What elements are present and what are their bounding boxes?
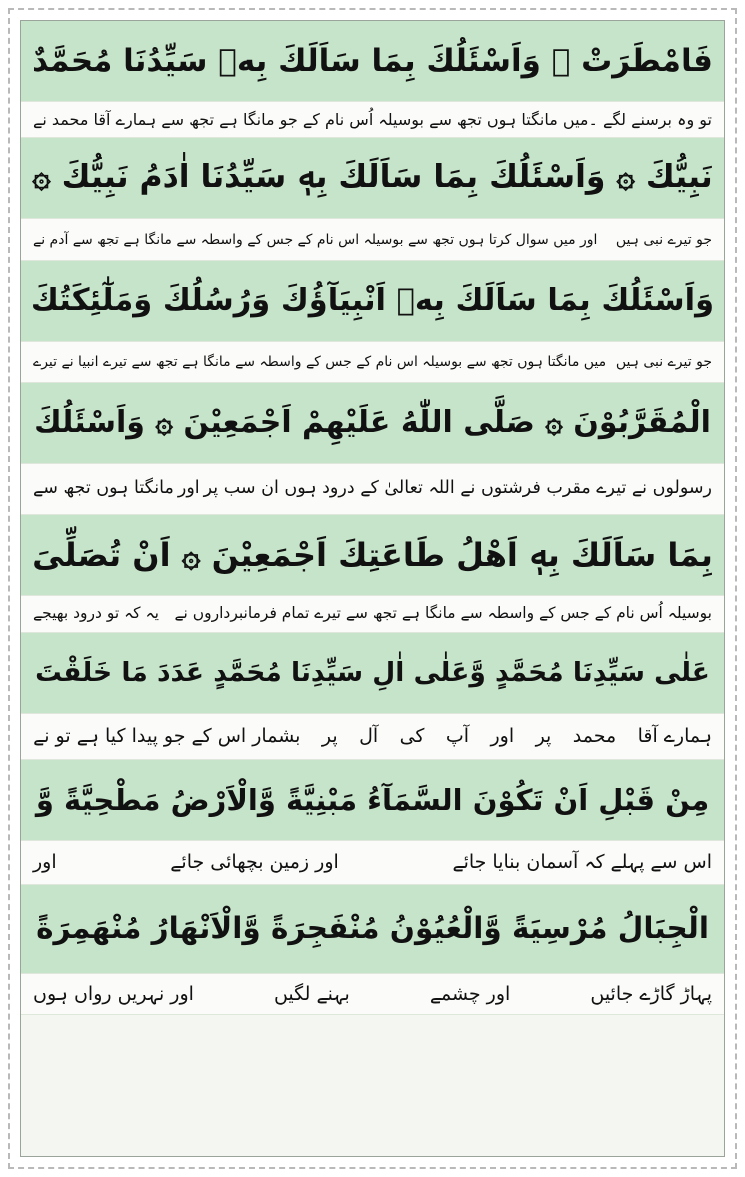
- urdu-translation-line: [21, 101, 724, 138]
- urdu-translation-line: [21, 973, 724, 1015]
- arabic-verse-line: فَامْطَرَتْ ۞ وَاَسْئَلُكَ بِمَا سَاَلَكَ بِهٖ سَيِّدُنَا مُحَمَّدٌ: [21, 21, 724, 101]
- arabic-verse-line: الْجِبَالُ مُرْسِيَةً وَّالْعُيُوْنُ مُنْفَجِرَةً وَّالْاَنْهَارُ مُنْهَمِرَةً: [21, 885, 724, 973]
- translation-segment: میں مانگتا ہوں تجھ سے بوسیلہ اس نام کے جس کے واسطہ سے مانگا ہے تجھ سے تیرے انبیا نے تیرے: [33, 354, 607, 370]
- translation-segment: مانگتا ہوں تجھ سے: [33, 478, 174, 499]
- translation-segment: اس سے پہلے کہ آسمان بنایا جائے: [452, 851, 712, 873]
- urdu-translation-line: [21, 463, 724, 515]
- prayer-page: [20, 20, 725, 1157]
- arabic-verse-line: مِنْ قَبْلِ اَنْ تَكُوْنَ السَّمَآءُ مَبْنِيَّةً وَّالْاَرْضُ مَطْحِيَّةً وَّ: [21, 760, 724, 840]
- urdu-translation-line: [21, 840, 724, 885]
- translation-segment: رسولوں نے تیرے مقرب فرشتوں نے اللہ تعالیٰ کے درود ہوں ان سب پر: [203, 478, 712, 499]
- arabic-verse-line: عَلٰى سَيِّدِنَا مُحَمَّدٍ وَّعَلٰى اٰلِ سَيِّدِنَا مُحَمَّدٍ عَدَدَ مَا خَلَقْتَ: [21, 633, 724, 713]
- translation-segment: پر: [321, 725, 338, 747]
- translation-segment: اور چشمے: [429, 982, 511, 1005]
- translation-segment: اور: [177, 478, 200, 499]
- translation-segment: اور زمین بچھائی جائے: [170, 851, 339, 873]
- translation-segment: پر: [535, 725, 552, 747]
- translation-segment: آل: [359, 725, 379, 747]
- arabic-verse-line: وَاَسْئَلُكَ بِمَا سَاَلَكَ بِهٖ اَنْبِيَآؤُكَ وَرُسُلُكَ وَمَلٰٓئِكَتُكَ: [21, 261, 724, 341]
- translation-segment: یہ کہ تو درود بھیجے: [33, 604, 159, 623]
- translation-segment: میں مانگتا ہوں تجھ سے بوسیلہ اُس نام کے جو مانگا ہے تجھ سے ہمارے آقا محمد نے: [32, 109, 589, 129]
- translation-segment: بشمار اس کے جو پیدا کیا ہے تو نے: [33, 725, 301, 747]
- arabic-verse-line: بِمَا سَاَلَكَ بِهٖ اَهْلُ طَاعَتِكَ اَجْمَعِيْنَ ۞ اَنْ تُصَلِّىَ: [21, 515, 724, 595]
- urdu-translation-line: [21, 341, 724, 383]
- translation-segment: محمد: [572, 725, 617, 747]
- translation-segment: بہنے لگیں: [273, 982, 350, 1005]
- translation-segment: اور: [33, 851, 57, 873]
- translation-segment: تو وہ برسنے لگے ۔: [588, 109, 712, 129]
- translation-segment: جو تیرے نبی ہیں: [615, 231, 712, 248]
- arabic-verse-line: نَبِيُّكَ ۞ وَاَسْئَلُكَ بِمَا سَاَلَكَ بِهٖ سَيِّدُنَا اٰدَمُ نَبِيُّكَ ۞: [21, 138, 724, 218]
- translation-segment: اور میں سوال کرتا ہوں تجھ سے بوسیلہ اس نام کے جس کے واسطہ سے مانگا ہے تجھ سے آدم نے: [33, 231, 598, 248]
- translation-segment: پہاڑ گاڑے جائیں: [590, 982, 712, 1005]
- translation-segment: اور: [490, 725, 515, 747]
- translation-segment: ہمارے آقا: [637, 725, 712, 747]
- urdu-translation-line: [21, 713, 724, 760]
- translation-segment: اور نہریں رواں ہوں: [33, 982, 194, 1005]
- arabic-verse-line: الْمُقَرَّبُوْنَ ۞ صَلَّى اللّٰهُ عَلَيْهِمْ اَجْمَعِيْنَ ۞ وَاَسْئَلُكَ: [21, 383, 724, 463]
- urdu-translation-line: [21, 595, 724, 633]
- translation-segment: جو تیرے نبی ہیں: [615, 354, 712, 370]
- urdu-translation-line: [21, 218, 724, 261]
- translation-segment: بوسیلہ اُس نام کے جس کے واسطہ سے مانگا ہے تجھ سے تیرے تمام فرمانبرداروں نے: [174, 604, 712, 623]
- translation-segment: آپ: [445, 725, 470, 747]
- translation-segment: کی: [399, 725, 425, 747]
